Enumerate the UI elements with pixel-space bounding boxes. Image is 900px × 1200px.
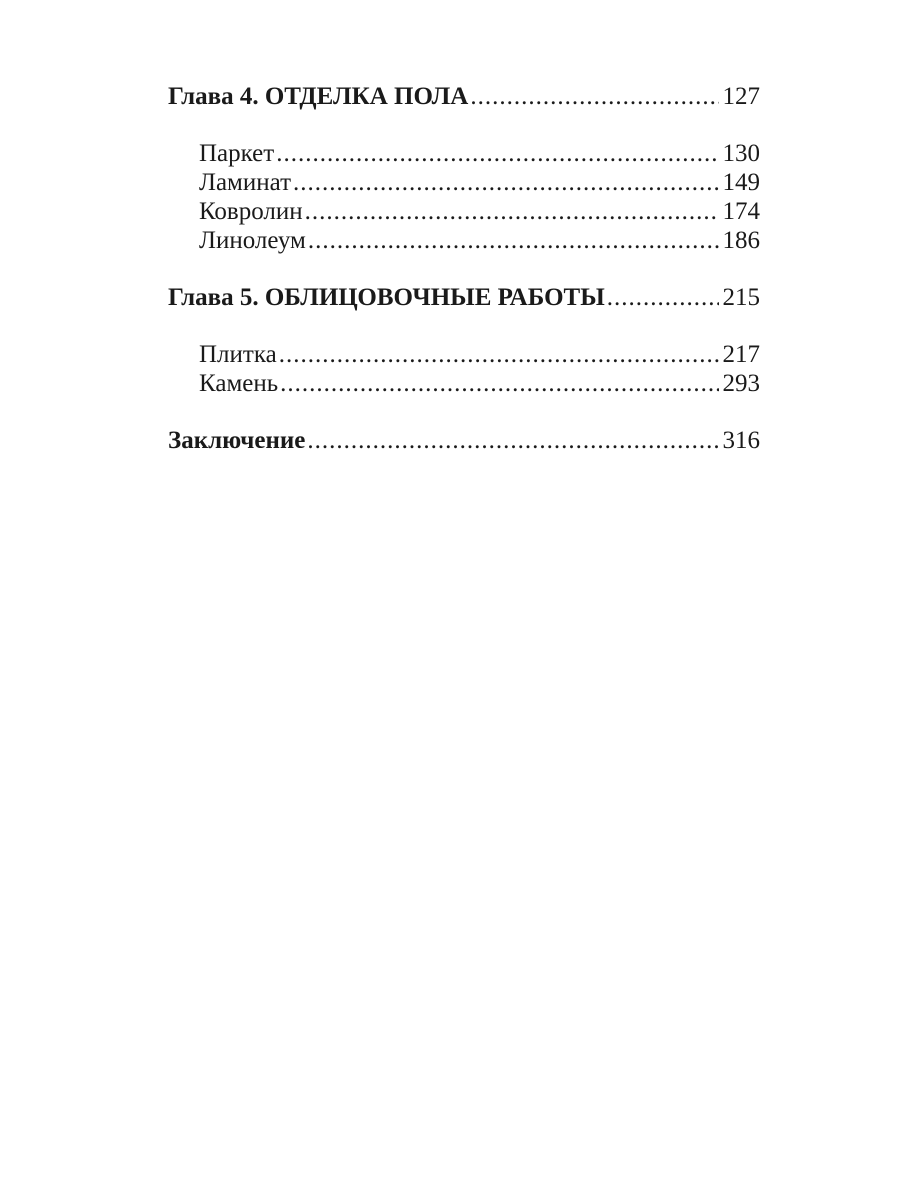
toc-item-kamen[interactable] (168, 369, 760, 398)
dot-leader (279, 340, 719, 369)
item-title: Паркет (199, 140, 275, 167)
page-number: 316 (722, 427, 760, 454)
toc-conclusion[interactable] (168, 426, 760, 455)
item-title: Линолеум (199, 227, 306, 254)
page-number: 127 (722, 83, 760, 110)
spacer (168, 255, 760, 283)
item-title: Ламинат (199, 169, 292, 196)
toc-chapter-4[interactable] (168, 82, 760, 111)
dot-leader (470, 82, 718, 111)
conclusion-title: Заключение (168, 427, 306, 454)
page-number: 130 (722, 140, 760, 167)
toc-item-kovrolin[interactable] (168, 197, 760, 226)
page-number: 174 (722, 198, 760, 225)
toc-item-plitka[interactable] (168, 340, 760, 369)
toc-item-parket[interactable] (168, 139, 760, 168)
dot-leader (280, 369, 718, 398)
page-number: 217 (722, 341, 760, 368)
dot-leader (308, 226, 719, 255)
spacer (168, 111, 760, 139)
page-number: 215 (722, 284, 760, 311)
dot-leader (307, 426, 718, 455)
dot-leader (293, 168, 718, 197)
spacer (168, 312, 760, 340)
dot-leader (276, 139, 718, 168)
page-number: 149 (722, 169, 760, 196)
dot-leader (607, 283, 719, 312)
table-of-contents (168, 82, 760, 455)
chapter-title: Глава 5. ОБЛИЦОВОЧНЫЕ РАБОТЫ (168, 284, 605, 311)
toc-item-laminat[interactable] (168, 168, 760, 197)
page-number: 293 (722, 370, 760, 397)
toc-chapter-5[interactable] (168, 283, 760, 312)
spacer (168, 398, 760, 426)
page-number: 186 (722, 227, 760, 254)
item-title: Камень (199, 370, 279, 397)
chapter-title: Глава 4. ОТДЕЛКА ПОЛА (168, 83, 469, 110)
item-title: Плитка (199, 341, 277, 368)
item-title: Ковролин (199, 198, 303, 225)
dot-leader (305, 197, 719, 226)
toc-item-linoleum[interactable] (168, 226, 760, 255)
